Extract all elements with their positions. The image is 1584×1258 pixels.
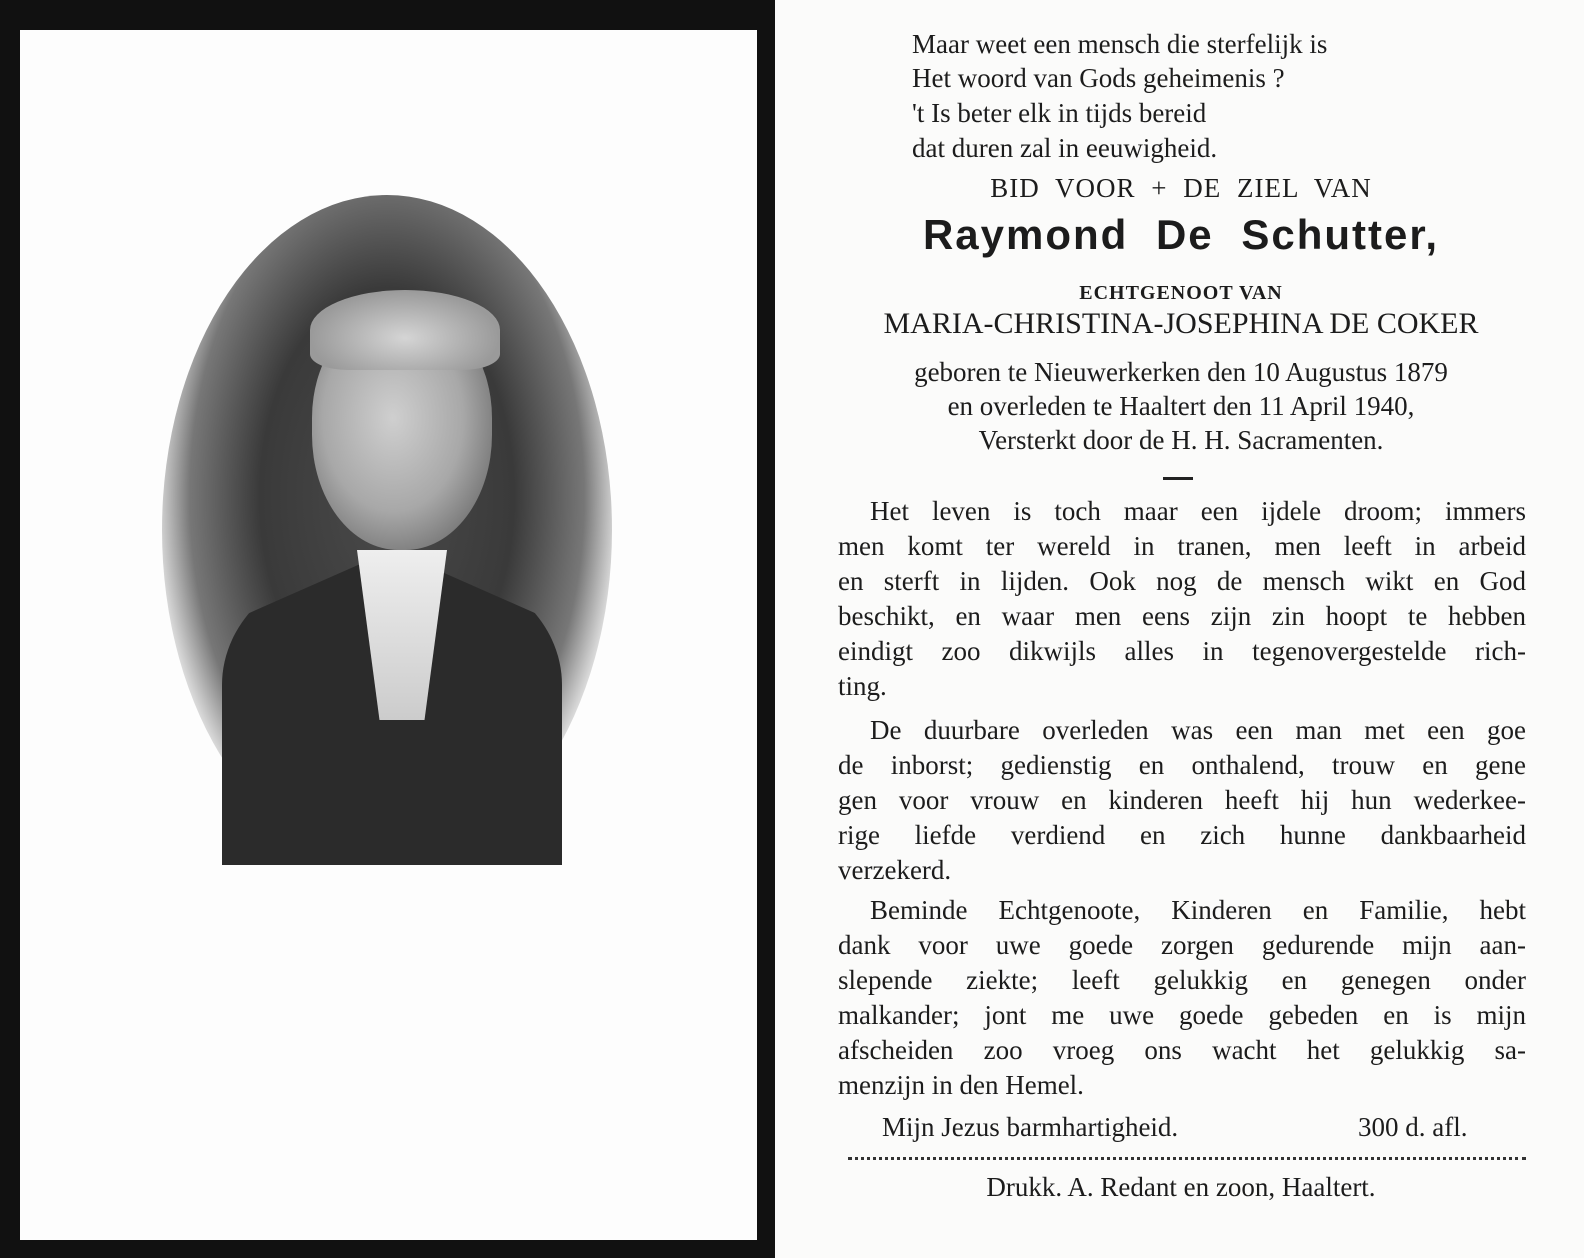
spouse-name: MARIA-CHRISTINA-JOSEPHINA DE COKER <box>883 307 1479 340</box>
body-line: afscheiden zoo vroeg ons wacht het gelukkig sa- <box>838 1035 1526 1065</box>
body-line: verzekerd. <box>838 855 952 885</box>
prayer-heading: BID VOOR + DE ZIEL VAN <box>990 173 1372 203</box>
card-front <box>20 30 757 1240</box>
death-line: en overleden te Haaltert den 11 April 1940, <box>947 391 1415 421</box>
card-back <box>778 0 1584 1258</box>
body-line: en sterft in lijden. Ook nog de mensch wikt en God <box>838 566 1526 596</box>
dotted-rule <box>848 1157 1526 1160</box>
poem-line: Maar weet een mensch die sterfelijk is <box>912 29 1328 59</box>
body-line: gen voor vrouw en kinderen heeft hij hun wederkee- <box>838 785 1526 815</box>
divider <box>1163 477 1193 480</box>
body-line: de inborst; gedienstig en onthalend, trouw en gene <box>838 750 1526 780</box>
body-line: dank voor uwe goede zorgen gedurende mijn aan- <box>838 930 1526 960</box>
body-line: menzijn in den Hemel. <box>838 1070 1084 1100</box>
deceased-name: Raymond De Schutter, <box>922 211 1440 258</box>
body-line: ting. <box>838 671 887 701</box>
spouse-label: ECHTGENOOT VAN <box>1079 282 1283 304</box>
portrait-photo <box>162 195 612 865</box>
body-line: slepende ziekte; leeft gelukkig en genegen onder <box>838 965 1526 995</box>
body-line: De duurbare overleden was een man met een goe <box>870 715 1526 745</box>
indulgence-days: 300 d. afl. <box>1358 1112 1468 1142</box>
birth-line: geboren te Nieuwerkerken den 10 Augustus 1879 <box>914 357 1448 387</box>
body-line: rige liefde verdiend en zich hunne dankbaarheid <box>838 820 1526 850</box>
sacraments-line: Versterkt door de H. H. Sacramenten. <box>978 425 1384 455</box>
poem-line: 't Is beter elk in tijds bereid <box>912 98 1207 128</box>
body-line: beschikt, en waar men eens zijn zin hoopt te hebben <box>838 601 1526 631</box>
hair <box>310 290 500 370</box>
body-line: Het leven is toch maar een ijdele droom; immers <box>870 496 1526 526</box>
body-line: eindigt zoo dikwijls alles in tegenovergestelde rich- <box>838 636 1526 666</box>
poem-line: Het woord van Gods geheimenis ? <box>912 63 1285 93</box>
body-line: Beminde Echtgenoote, Kinderen en Familie, hebt <box>870 895 1526 925</box>
card-front-frame <box>0 0 775 1258</box>
poem-line: dat duren zal in eeuwigheid. <box>912 133 1218 163</box>
indulgence-prayer: Mijn Jezus barmhartigheid. <box>882 1112 1179 1142</box>
printer-line: Drukk. A. Redant en zoon, Haaltert. <box>986 1172 1376 1202</box>
body-line: malkander; jont me uwe goede gebeden en is mijn <box>838 1000 1526 1030</box>
body-line: men komt ter wereld in tranen, men leeft in arbeid <box>838 531 1526 561</box>
